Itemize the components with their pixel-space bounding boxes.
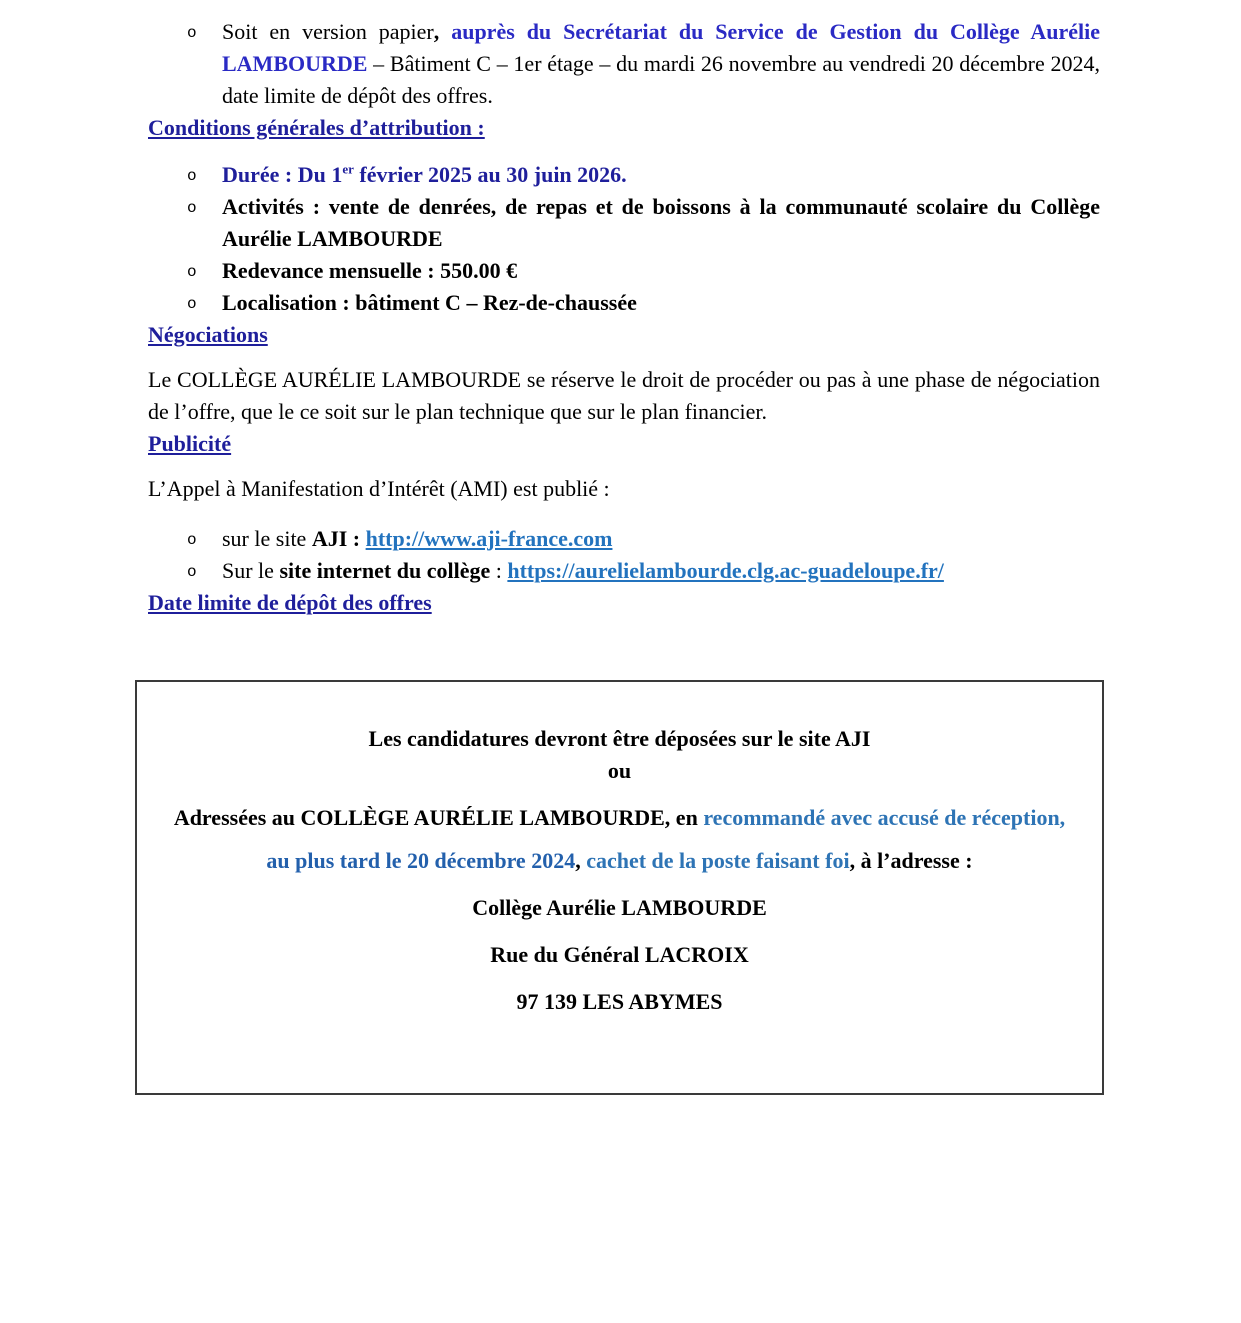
bullet-marker: o	[187, 167, 197, 185]
text-run-blue: février 2025 au 30 juin 2026.	[353, 162, 627, 187]
negociations-paragraph: Le COLLÈGE AURÉLIE LAMBOURDE se réserve le droit de procéder ou pas à une phase de négociation de l’offre, que le ce soit sur le plan technique que sur le plan financier.	[148, 367, 1100, 424]
bullet-marker: o	[187, 199, 197, 217]
text-run-blue: recommandé avec accusé de réception,	[703, 805, 1066, 830]
text-run-blue: Durée : Du 1	[222, 162, 343, 187]
bullet-marker: o	[187, 295, 197, 313]
publicite-intro: L’Appel à Manifestation d’Intérêt (AMI) est publié :	[148, 476, 610, 501]
section-heading-publicite: Publicité	[148, 431, 232, 456]
list-item-localisation	[148, 287, 1100, 319]
list-item-redevance	[148, 255, 1100, 287]
link-aji-france[interactable]: http://www.aji-france.com	[365, 526, 613, 551]
bullet-marker: o	[187, 263, 197, 281]
text-run: , à l’adresse :	[849, 848, 973, 873]
text-run: Soit en version papier	[222, 19, 434, 44]
section-heading-date-limite: Date limite de dépôt des offres	[148, 590, 432, 615]
list-item-activites	[148, 191, 1100, 255]
text-run: Adressées au COLLÈGE AURÉLIE LAMBOURDE, en	[173, 805, 704, 830]
address-line-rue: Rue du Général LACROIX	[490, 942, 749, 967]
publicite-list	[148, 523, 1100, 587]
conditions-list	[148, 159, 1100, 319]
text-run: ,	[575, 848, 587, 873]
list-item-version-papier	[148, 16, 1100, 112]
text-run: ,	[433, 19, 452, 44]
bullet-marker: o	[187, 563, 197, 581]
section-heading-negociations: Négociations	[148, 322, 268, 347]
address-line-college: Collège Aurélie LAMBOURDE	[472, 895, 767, 920]
list-item-text: Localisation : bâtiment C – Rez-de-chaussée	[222, 290, 637, 315]
list-item-text	[222, 523, 1100, 555]
text-run: AJI :	[311, 526, 366, 551]
list-item-aji	[148, 523, 1100, 555]
superscript-er: er	[342, 161, 354, 177]
bullet-marker: o	[187, 24, 197, 42]
list-item-text: Redevance mensuelle : 550.00 €	[222, 258, 518, 283]
text-run: site internet du collège	[279, 558, 491, 583]
text-run-blue: au plus tard le 20 décembre 2024	[266, 848, 576, 873]
box-line-candidatures: Les candidatures devront être déposées sur le site AJI	[368, 726, 871, 751]
list-item-site-college	[148, 555, 1100, 587]
text-run: sur le site	[222, 526, 312, 551]
text-run-blue: cachet de la poste faisant foi	[586, 848, 850, 873]
list-item-text	[222, 159, 1100, 191]
box-line-au-plus-tard	[169, 845, 1070, 877]
list-item-duree	[148, 159, 1100, 191]
section-heading-conditions: Conditions générales d’attribution :	[148, 115, 485, 140]
bullet-marker: o	[187, 531, 197, 549]
list-item-text	[222, 16, 1100, 112]
text-run: :	[490, 558, 508, 583]
text-run: Sur le	[222, 558, 280, 583]
box-line-adressees	[169, 802, 1070, 834]
list-item-text	[222, 555, 1100, 587]
link-college-website[interactable]: https://aurelielambourde.clg.ac-guadeloupe.fr/	[507, 558, 944, 583]
text-run-blue: auprès du Secrétariat du Service de Gestion du Collège Aurélie LAMBOURDE	[222, 19, 1100, 76]
info-box	[135, 680, 1104, 1095]
address-line-ville: 97 139 LES ABYMES	[516, 989, 723, 1014]
box-line-ou: ou	[607, 758, 632, 783]
text-run: – Bâtiment C – 1er étage – du mardi 26 novembre au vendredi 20 décembre 2024, date limite de dépôt des offres.	[222, 51, 1100, 108]
list-item-text: Activités : vente de denrées, de repas et de boissons à la communauté scolaire du Collège Aurélie LAMBOURDE	[222, 194, 1100, 251]
